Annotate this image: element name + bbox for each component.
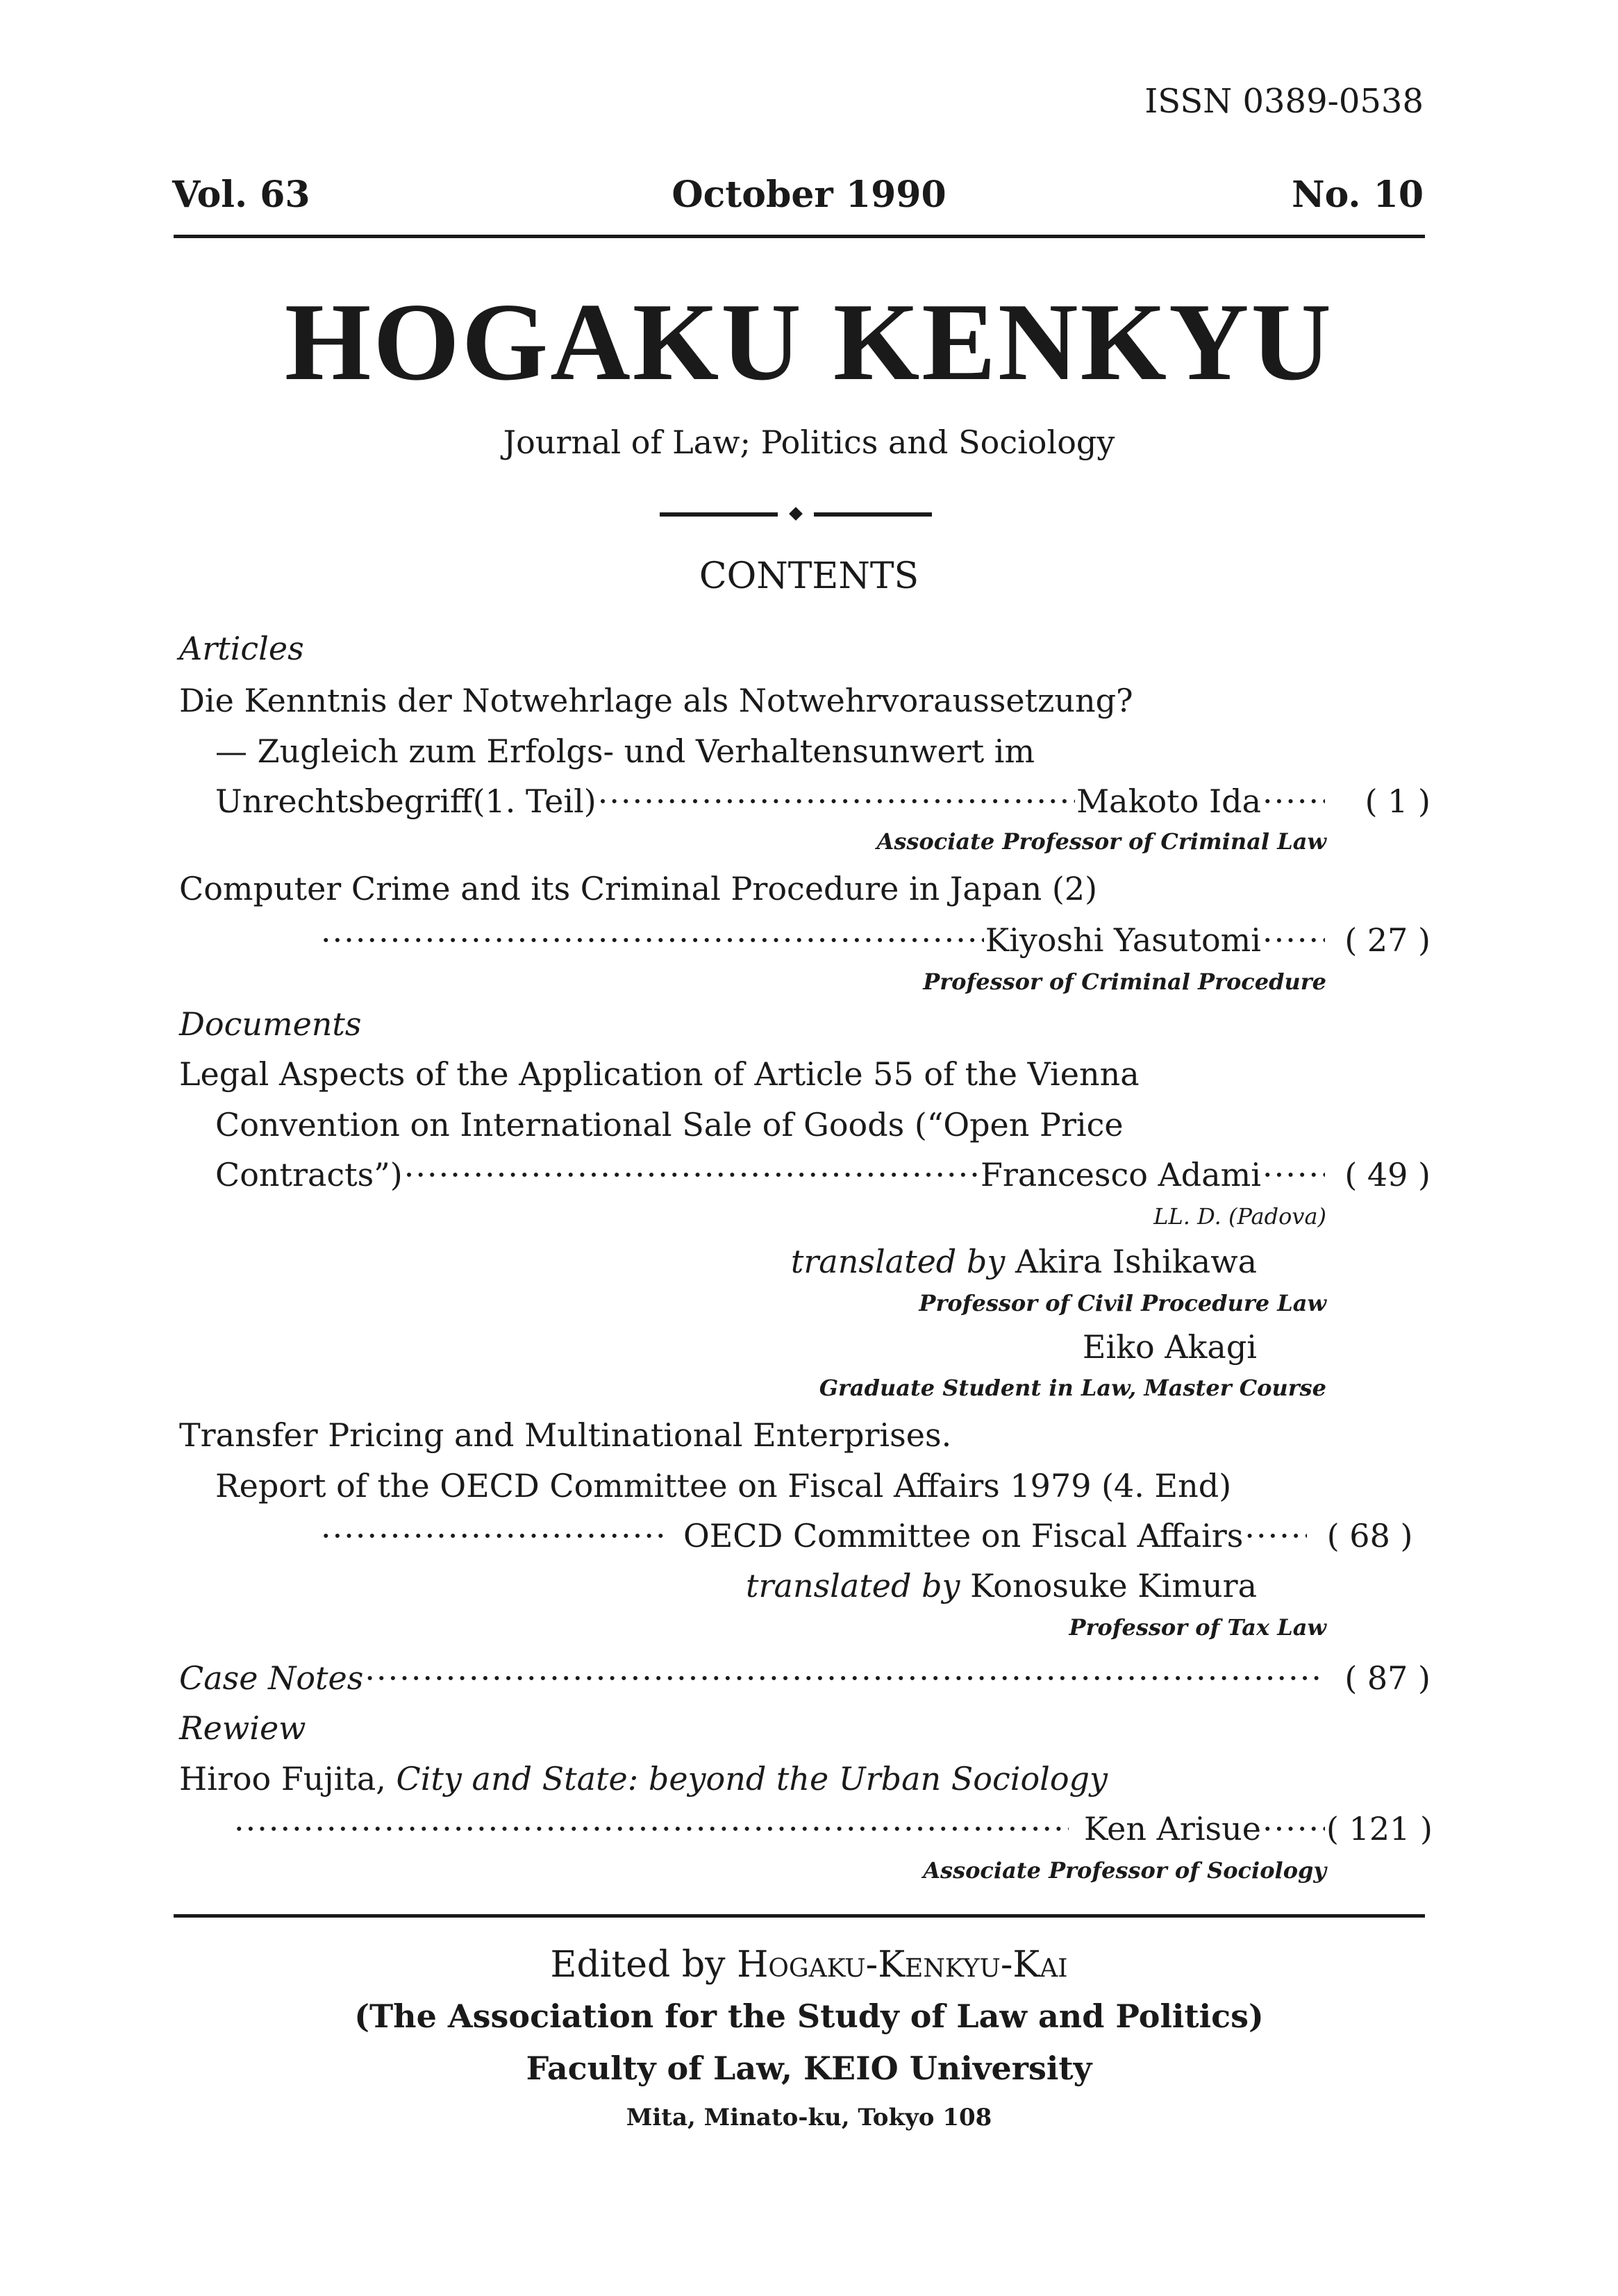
dot-leader	[365, 1659, 1325, 1697]
adami-title-line1: Legal Aspects of the Application of Article 55 of the Vienna	[179, 1055, 1140, 1093]
association-name: (The Association for the Study of Law and Politics)	[354, 1997, 1264, 2035]
oecd-author: OECD Committee on Fiscal Affairs	[683, 1517, 1244, 1555]
arisue-page: ( 121 )	[1326, 1810, 1433, 1847]
address: Mita, Minato-ku, Tokyo 108	[626, 2104, 992, 2131]
issue-number: No. 10	[1292, 174, 1424, 216]
bottom-rule	[174, 1914, 1425, 1918]
book-title: City and State: beyond the Urban Sociology	[396, 1760, 1108, 1798]
issue-date: October 1990	[672, 174, 946, 216]
dot-leader-short	[1262, 1810, 1325, 1847]
translated-by-label: translated by	[746, 1567, 960, 1604]
dot-leader	[321, 1517, 668, 1555]
oecd-translator-line	[625, 1567, 1257, 1604]
arisue-title-line	[179, 1760, 1108, 1798]
adami-page: ( 49 )	[1344, 1156, 1431, 1193]
yasutomi-author: Kiyoshi Yasutomi	[985, 921, 1261, 959]
oecd-title-line2: Report of the OECD Committee on Fiscal Affairs 1979 (4. End)	[215, 1467, 1232, 1505]
book-author: Hiroo Fujita,	[179, 1760, 386, 1798]
section-documents: Documents	[179, 1005, 362, 1043]
adami-translator1-line	[625, 1243, 1257, 1280]
yasutomi-affiliation: Professor of Criminal Procedure	[923, 969, 1326, 995]
arisue-entry-row	[233, 1810, 1431, 1847]
adami-translator1: Akira Ishikawa	[1015, 1243, 1257, 1280]
oecd-translator-affiliation: Professor of Tax Law	[1069, 1614, 1326, 1641]
adami-entry-row	[215, 1156, 1431, 1193]
adami-translator2: Eiko Akagi	[1082, 1328, 1257, 1366]
issn: ISSN 0389-0538	[1144, 82, 1424, 121]
editor-name: Hogaku-Kenkyu-Kai	[737, 1944, 1068, 1986]
oecd-title-line1: Transfer Pricing and Multinational Enterprises.	[179, 1416, 952, 1454]
ida-affiliation: Associate Professor of Criminal Law	[876, 828, 1326, 855]
contents-heading: CONTENTS	[699, 555, 919, 597]
oecd-translator: Konosuke Kimura	[970, 1567, 1257, 1604]
ida-entry-row	[215, 782, 1431, 820]
adami-translator2-affiliation: Graduate Student in Law, Master Course	[819, 1375, 1326, 1401]
oecd-page: ( 68 )	[1326, 1517, 1413, 1555]
translated-by-label: translated by	[790, 1243, 1006, 1280]
arisue-author: Ken Arisue	[1084, 1810, 1261, 1847]
yasutomi-title-line1: Computer Crime and its Criminal Procedure in Japan (2)	[179, 870, 1098, 907]
dot-leader	[321, 921, 984, 959]
edited-by-line	[0, 1944, 1618, 1986]
dot-leader	[234, 1810, 1069, 1847]
ida-page: ( 1 )	[1365, 782, 1431, 820]
top-rule	[174, 235, 1425, 238]
yasutomi-page: ( 27 )	[1344, 921, 1431, 959]
journal-subtitle: Journal of Law; Politics and Sociology	[503, 424, 1115, 461]
faculty-name: Faculty of Law, KEIO University	[526, 2050, 1092, 2087]
ida-title-line2: — Zugleich zum Erfolgs- und Verhaltensunwert im	[215, 732, 1035, 770]
ornament-left-rule	[660, 512, 778, 517]
oecd-entry-row	[319, 1517, 1431, 1555]
journal-title: HOGAKU KENKYU	[284, 280, 1334, 403]
adami-affiliation: LL. D. (Padova)	[1153, 1203, 1326, 1230]
ida-title-line1: Die Kenntnis der Notwehrlage als Notwehrvoraussetzung?	[179, 682, 1133, 719]
adami-translator1-affiliation: Professor of Civil Procedure Law	[919, 1290, 1326, 1316]
ida-title-line3: Unrechtsbegriff(1. Teil)	[215, 782, 597, 820]
dot-leader-short	[1262, 921, 1325, 959]
section-articles: Articles	[179, 630, 304, 667]
case-notes-entry-row	[179, 1659, 1431, 1697]
arisue-affiliation: Associate Professor of Sociology	[923, 1857, 1326, 1884]
dot-leader	[598, 782, 1075, 820]
dot-leader-short	[1244, 1517, 1307, 1555]
adami-author: Francesco Adami	[980, 1156, 1261, 1193]
edited-by-label: Edited by	[550, 1944, 726, 1986]
adami-title-line2: Convention on International Sale of Goods (“Open Price	[215, 1106, 1124, 1143]
adami-title-line3: Contracts”)	[215, 1156, 403, 1193]
ida-author: Makoto Ida	[1076, 782, 1261, 820]
dot-leader-short	[1262, 782, 1325, 820]
dot-leader	[404, 1156, 979, 1193]
case-notes-page: ( 87 )	[1344, 1659, 1431, 1697]
section-case-notes: Case Notes	[179, 1659, 364, 1697]
yasutomi-entry-row	[319, 921, 1431, 959]
ornament-right-rule	[814, 512, 932, 517]
section-review: Rewiew	[179, 1709, 306, 1747]
dot-leader-short	[1262, 1156, 1325, 1193]
volume: Vol. 63	[172, 174, 310, 216]
ornament-diamond	[789, 507, 803, 521]
